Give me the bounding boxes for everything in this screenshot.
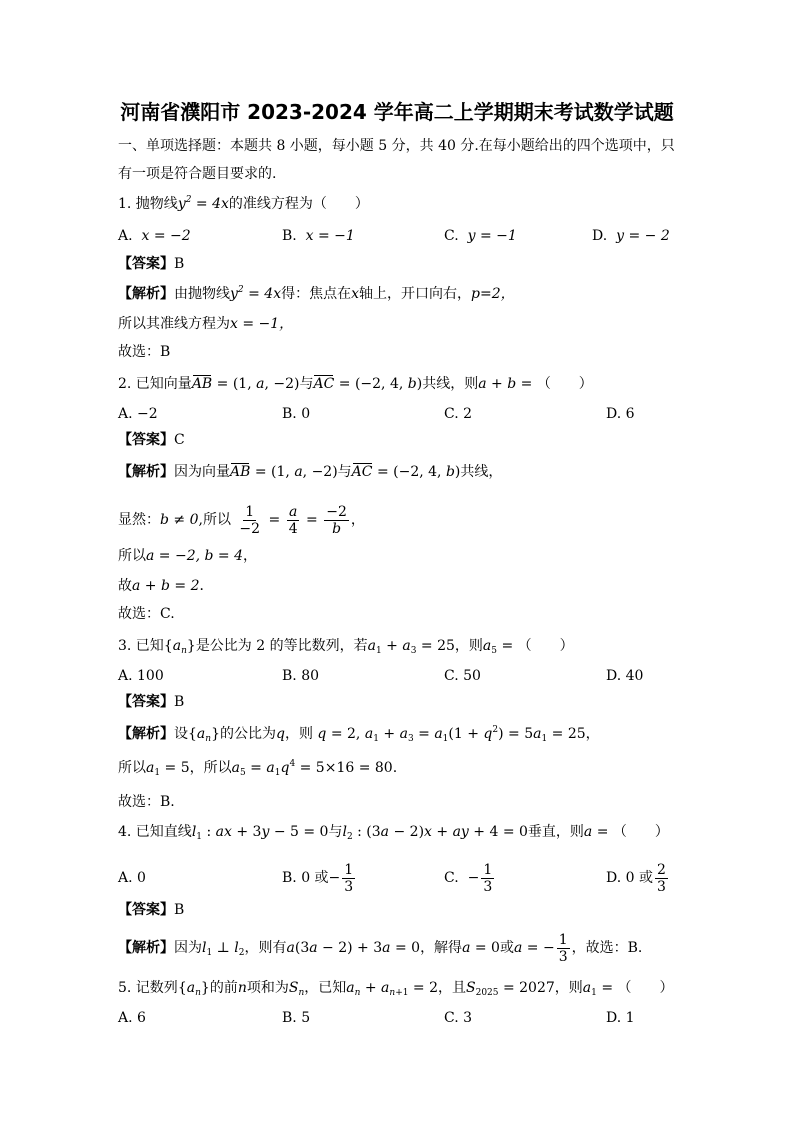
q4-option-a: A. 0: [118, 870, 146, 886]
q1-option-c: C. y = −1: [444, 228, 517, 244]
q1-option-b: B. x = −1: [282, 228, 355, 244]
q2-analysis-line-4: 故a + b = 2．: [118, 578, 214, 594]
q2-analysis-line-1: 【解析】因为向量AB = (1, a, −2)与AC = (−2, 4, b)共线，: [118, 464, 503, 480]
section-instructions-line-2: 有一项是符合题目要求的.: [118, 166, 277, 182]
q3-answer: 【答案】B: [118, 694, 185, 710]
section-instructions-line-1: 一、单项选择题：本题共 8 小题，每小题 5 分，共 40 分.在每小题给出的四个选项中，只: [118, 138, 675, 154]
q2-choose: 故选：C.: [118, 606, 175, 622]
q1-option-d: D. y = − 2: [592, 228, 670, 244]
q1-analysis-line-1: 【解析】由抛物线$y^2 = 4x$得：焦点在x轴上，开口向右，p=2，: [118, 285, 515, 302]
q5-option-c: C. 3: [444, 1010, 473, 1026]
q3-stem: 3. 已知$\{a_n\}$是公比为 2 的等比数列，若$a_1 + a_3 = 25$，则$a_5$ = （ ）: [118, 638, 574, 656]
q5-option-b: B. 5: [282, 1010, 311, 1026]
q2-analysis-line-3: 所以a = −2, b = 4，: [118, 548, 258, 564]
q1-analysis-line-2: 所以其准线方程为x = −1，: [118, 316, 294, 332]
q5-stem: 5. 记数列$\{a_n\}$的前n项和为$S_n$，已知$a_n + a_{n+1} = 2$，且$S_{2025} = 2027$，则$a_1$ = （ ）: [118, 980, 674, 998]
q1-answer: 【答案】B: [118, 256, 185, 272]
q2-option-d: D. 6: [606, 406, 635, 422]
q3-choose: 故选：B.: [118, 794, 175, 810]
q3-analysis-line-1: 【解析】设$\{a_n\}$的公比为q，则 q = 2, $a_1 + a_3 = a_1(1 + q^2) = 5a_1 = 25$，: [118, 725, 600, 744]
q2-answer: 【答案】C: [118, 432, 185, 448]
q1-stem: 1. 抛物线$y^2 = 4x$的准线方程为（ ）: [118, 195, 369, 212]
q3-option-d: D. 40: [606, 668, 644, 684]
q4-option-d: D. 0 或 $\frac{2}{3}$: [606, 861, 666, 895]
page-title: 河南省濮阳市 2023-2024 学年高二上学期期末考试数学试题: [120, 100, 674, 124]
q2-analysis-line-2: 显然：b ≠ 0,所以 $\frac{1}{-2}$ = $\frac{a}{4}$ = $\frac{-2}{b}$ ，: [118, 503, 365, 537]
q5-option-d: D. 1: [606, 1010, 635, 1026]
q4-option-c: C. − $\frac{1}{3}$: [444, 861, 493, 895]
q3-option-a: A. 100: [118, 668, 164, 684]
q1-option-a: A. x = −2: [118, 228, 191, 244]
q2-option-c: C. 2: [444, 406, 473, 422]
q1-equation: $y^2 = 4x$: [177, 195, 229, 212]
q1-choose: 故选：B: [118, 344, 171, 360]
q3-option-b: B. 80: [282, 668, 320, 684]
q4-analysis: 【解析】因为$l_1$ ⊥ $l_2$，则有a(3a − 2) + 3a = 0，解得a = 0或a = − $\frac{1}{3}$ ，故选：B.: [118, 931, 643, 965]
q3-analysis-line-2: 所以$a_1 = 5$，所以$a_5 = a_1q^4 = 5\times 16 = 80$.: [118, 759, 398, 778]
q3-option-c: C. 50: [444, 668, 481, 684]
q5-option-a: A. 6: [118, 1010, 146, 1026]
q4-answer: 【答案】B: [118, 902, 185, 918]
q2-stem: 2. 已知向量AB = (1, a, −2)与AC = (−2, 4, b)共线，则a + b = （ ）: [118, 376, 593, 392]
q4-option-b: B. 0 或− $\frac{1}{3}$: [282, 861, 354, 895]
q4-stem: 4. 已知直线$l_1$ : ax + 3y − 5 = 0与$l_2$ : (3a − 2)x + ay + 4 = 0垂直，则a = （ ）: [118, 824, 669, 842]
q2-option-a: A. −2: [118, 406, 158, 422]
q2-option-b: B. 0: [282, 406, 311, 422]
